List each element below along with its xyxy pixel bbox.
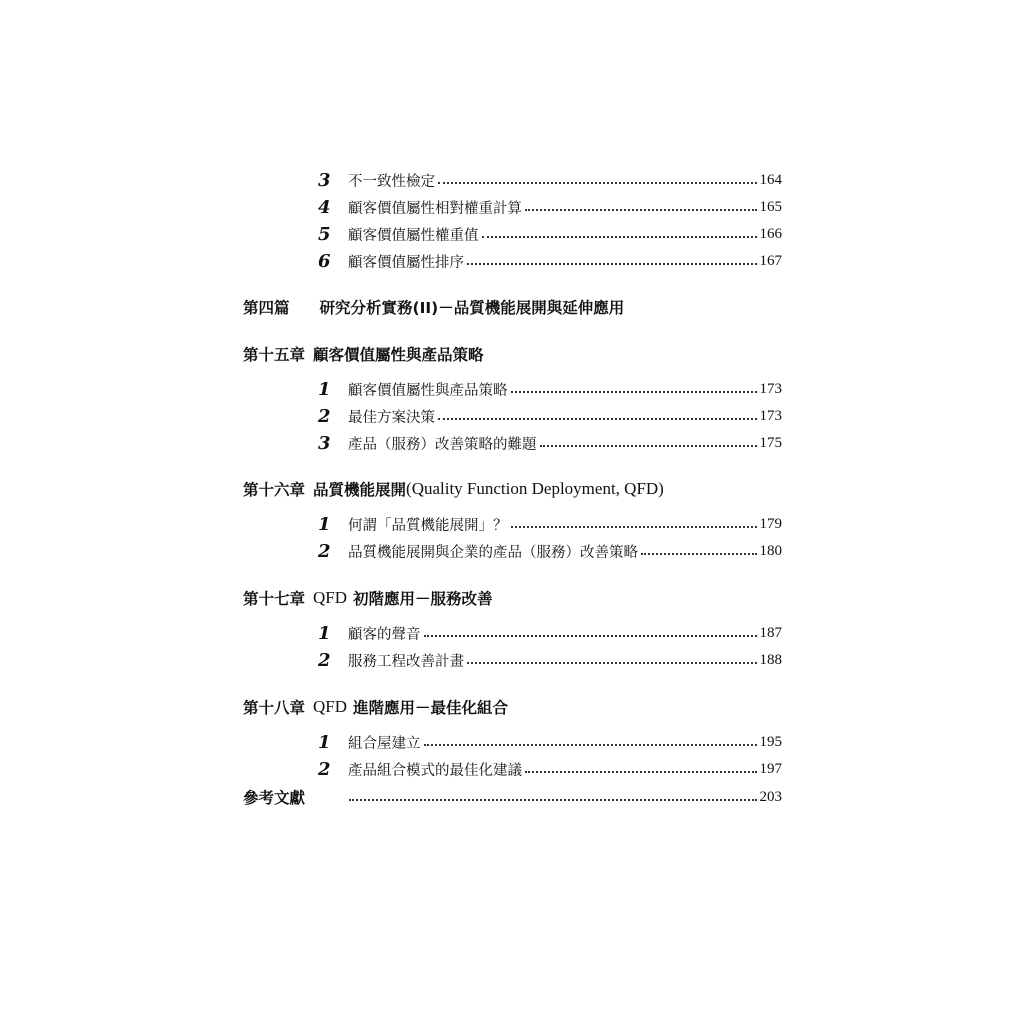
entry-title: 顧客價值屬性排序	[348, 254, 464, 271]
chapter-heading[interactable]	[243, 476, 664, 502]
chapter-heading[interactable]	[243, 585, 493, 611]
entry-title: 顧客的聲音	[348, 626, 421, 643]
chapter-label: 第十六章	[243, 481, 306, 499]
entry-title: 組合屋建立	[348, 735, 421, 752]
entry-page-number: 187	[759, 624, 782, 641]
entry-number: 4	[318, 196, 331, 218]
toc-entry[interactable]	[318, 168, 782, 192]
entry-page-number: 188	[759, 651, 782, 668]
chapter-title: 顧客價值屬性與產品策略	[313, 346, 484, 364]
dot-leader	[511, 526, 757, 528]
entry-page-number: 195	[759, 733, 782, 750]
entry-page-number: 175	[759, 434, 782, 451]
chapter-title: 初階應用－服務改善	[353, 590, 493, 608]
dot-leader	[438, 182, 757, 184]
chapter-heading[interactable]	[243, 341, 484, 367]
entry-page-number: 197	[759, 760, 782, 777]
entry-number: 3	[318, 432, 331, 454]
entry-page-number: 164	[759, 171, 782, 188]
chapter-title: 品質機能展開	[313, 481, 407, 499]
entry-number: 2	[318, 649, 331, 671]
entry-title: 顧客價值屬性權重值	[348, 227, 479, 244]
dot-leader	[467, 263, 757, 265]
toc-entry[interactable]	[318, 404, 782, 428]
entry-number: 3	[318, 169, 331, 191]
entry-number: 5	[318, 223, 331, 245]
toc-entry[interactable]	[318, 249, 782, 273]
toc-entry[interactable]	[318, 222, 782, 246]
references-entry[interactable]	[243, 785, 782, 809]
references-label: 參考文獻	[243, 789, 306, 807]
chapter-heading[interactable]	[243, 694, 508, 720]
entry-title: 最佳方案決策	[348, 409, 435, 426]
chapter-title-latin: QFD	[313, 588, 348, 607]
entry-title: 顧客價值屬性與產品策略	[348, 382, 508, 399]
toc-entry[interactable]	[318, 195, 782, 219]
dot-leader	[349, 799, 757, 801]
entry-number: 2	[318, 540, 331, 562]
entry-title: 品質機能展開與企業的產品（服務）改善策略	[348, 544, 638, 561]
entry-number: 1	[318, 731, 331, 753]
dot-leader	[467, 662, 757, 664]
entry-number: 1	[318, 622, 331, 644]
toc-entry[interactable]	[318, 757, 782, 781]
toc-entry[interactable]	[318, 648, 782, 672]
dot-leader	[540, 445, 757, 447]
dot-leader	[525, 209, 757, 211]
dot-leader	[511, 391, 757, 393]
entry-title: 不一致性檢定	[348, 173, 435, 190]
entry-page-number: 179	[759, 515, 782, 532]
part-label: 第四篇	[243, 299, 290, 317]
entry-page-number: 173	[759, 380, 782, 397]
toc-entry[interactable]	[318, 539, 782, 563]
dot-leader	[424, 744, 757, 746]
entry-page-number: 203	[759, 788, 782, 805]
entry-page-number: 167	[759, 252, 782, 269]
dot-leader	[424, 635, 757, 637]
toc-entry[interactable]	[318, 621, 782, 645]
chapter-title: 進階應用－最佳化組合	[353, 699, 509, 717]
toc-entry[interactable]	[318, 730, 782, 754]
toc-entry[interactable]	[318, 377, 782, 401]
dot-leader	[482, 236, 757, 238]
entry-page-number: 173	[759, 407, 782, 424]
entry-title: 顧客價值屬性相對權重計算	[348, 200, 522, 217]
entry-page-number: 166	[759, 225, 782, 242]
part-heading[interactable]	[243, 294, 624, 320]
chapter-label: 第十五章	[243, 346, 306, 364]
entry-page-number: 165	[759, 198, 782, 215]
entry-number: 6	[318, 250, 331, 272]
entry-title: 何謂「品質機能展開」？	[348, 517, 508, 534]
chapter-title-latin: (Quality Function Deployment, QFD)	[406, 479, 664, 498]
dot-leader	[641, 553, 757, 555]
chapter-label: 第十八章	[243, 699, 306, 717]
entry-title: 產品組合模式的最佳化建議	[348, 762, 522, 779]
entry-number: 2	[318, 758, 331, 780]
entry-page-number: 180	[759, 542, 782, 559]
dot-leader	[525, 771, 757, 773]
toc-entry[interactable]	[318, 512, 782, 536]
entry-title: 服務工程改善計畫	[348, 653, 464, 670]
entry-number: 1	[318, 513, 331, 535]
entry-title: 產品（服務）改善策略的難題	[348, 436, 537, 453]
entry-number: 1	[318, 378, 331, 400]
dot-leader	[438, 418, 757, 420]
toc-entry[interactable]	[318, 431, 782, 455]
chapter-title-latin: QFD	[313, 697, 348, 716]
part-title: 研究分析實務(II)－品質機能展開與延伸應用	[319, 299, 625, 317]
entry-number: 2	[318, 405, 331, 427]
chapter-label: 第十七章	[243, 590, 306, 608]
